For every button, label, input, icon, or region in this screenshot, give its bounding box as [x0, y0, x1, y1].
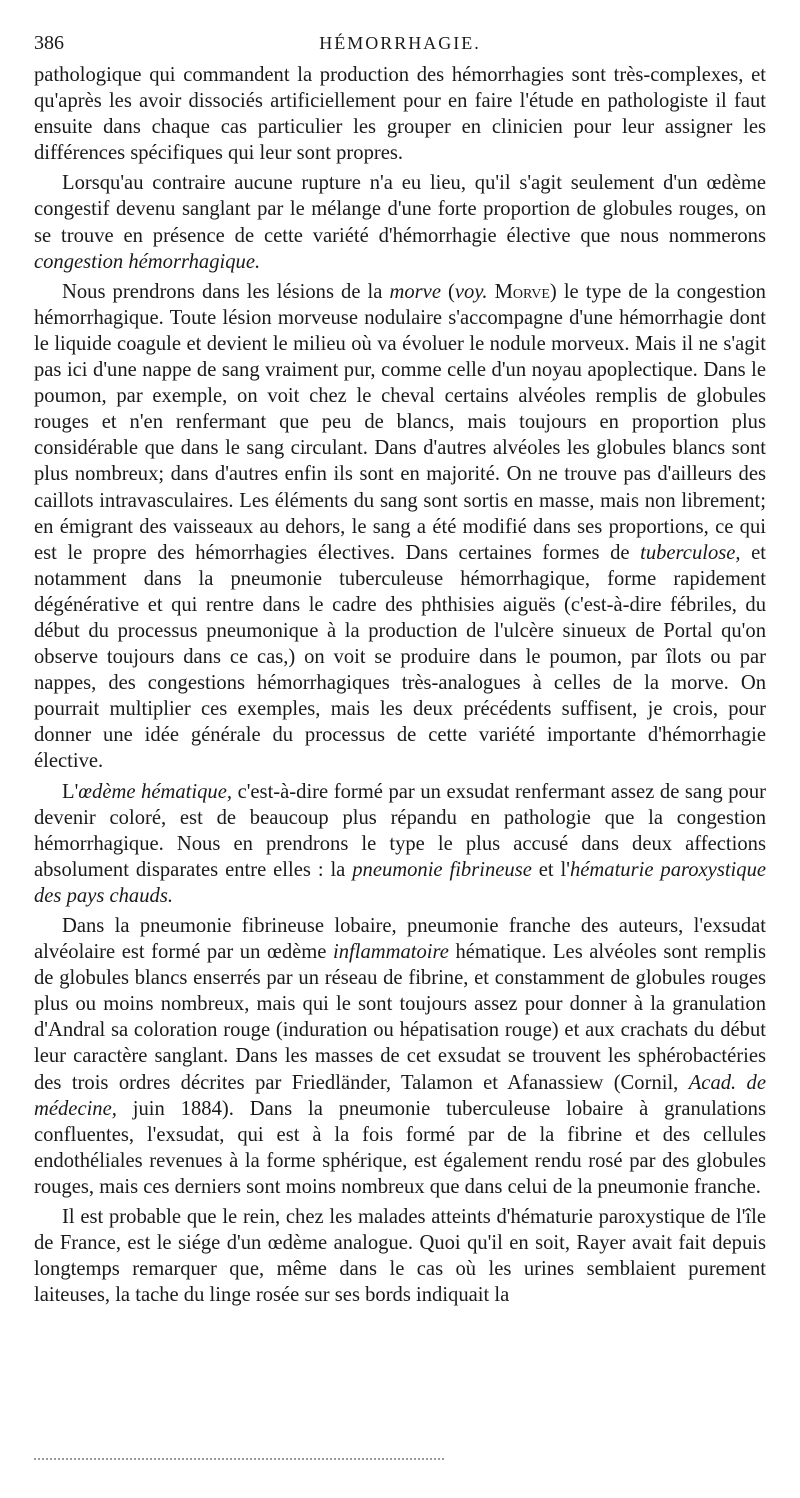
text-run: Lorsqu'au contraire aucune rupture n'a eu lieu, qu'il s'agit seulement d'un œdème congestif devenu sanglant par le mélange d'une forte proportion de globules rouges, on se trouve en présence de cette variété d'hémorrhagie élective que nous nommerons [34, 172, 766, 247]
text-run: et notamment dans la pneumonie tuberculeuse hémorrhagique, forme rapidement dégénérative et qui rentre dans le cadre des phthisies aiguës (c'est-à-dire fébriles, du début du processus pneumonique à la production de l'ulcère sinueux de Portal qu'on observe toujours dans ce cas,) on voit se produire dans le poumon, par îlots ou par nappes, des congestions hémorrhagiques très-analogues à celles de la morve. On pourrait multiplier ces exemples, mais les deux précédents suffisent, je crois, pour donner une idée générale du processus de cette variété importante d'hémorrhagie élective. [34, 541, 767, 773]
paragraph [34, 1204, 766, 1308]
text-run: Morve [494, 280, 550, 303]
text-run: L' [62, 780, 79, 803]
italic-text-run: inflammatoire [332, 941, 449, 964]
text-run: juin 1884). Dans la pneumonie tuberculeuse lobaire à granulations confluentes, l'exsudat, qui est à la fois formé par de la fibrine et des cellules endothéliales revenues à la forme sphérique, est également rendu rosé par des globules rouges, mais ces derniers sont moins nombreux que dans celui de la pneumonie franche. [34, 1097, 766, 1198]
paragraph [34, 913, 766, 1200]
italic-text-run: congestion hémorrhagique. [34, 250, 261, 273]
text-run: Nous prendrons dans les lésions de la [62, 280, 390, 303]
text-run: Il est probable que le rein, chez les malades atteints d'hématurie paroxystique de l'île de France, est le siége d'un œdème analogue. Quoi qu'il en soit, Rayer avait fait depuis longtemps remarquer que, même dans le cas où les urines semblaient purement laiteuses, la tache du linge rosée sur ses bords indiquait la [34, 1206, 766, 1307]
footer-rule [34, 1458, 444, 1460]
text-run [488, 281, 495, 303]
paragraph [34, 779, 766, 909]
paragraph [34, 62, 766, 166]
text-run: hématique. Les alvéoles sont remplis de globules blancs enserrés par un réseau de fibrine, et constamment de globules rouges plus ou moins nombreux, mais qui le sont toujours assez pour donner à la granulation d'Andral sa coloration rouge (induration ou hépatisation rouge) et aux crachats du début leur caractère sanglant. Dans les masses de cet exsudat se trouvent les sphérobactéries des trois ordres décrites par Friedländer, Talamon et Afanassiew (Cornil, [34, 941, 766, 1094]
italic-text-run: tuberculose, [640, 541, 741, 564]
text-run: ( [440, 280, 455, 303]
italic-text-run: Acad. de médecine, [34, 1071, 766, 1120]
text-run: pathologique qui commandent la production des hémorrhagies sont très-complexes, et qu'après les avoir dissociés artificiellement pour en faire l'étude en pathologiste il faut ensuite dans chaque cas particulier les grouper en clinicien pour leur assigner les différences spécifiques qui leur sont propres. [34, 64, 766, 165]
italic-text-run: hématurie paroxystique des pays chauds. [34, 858, 767, 907]
italic-text-run: morve [389, 280, 441, 303]
body-text [34, 62, 766, 1308]
text-run: et l' [531, 858, 570, 881]
page-header [34, 30, 766, 56]
text-run: c'est-à-dire formé par un exsudat renfermant assez de sang pour devenir coloré, est de beaucoup plus répandu en pathologie que la congestion hémorrhagique. Nous en prendrons le type le plus accusé dans deux affections absolument disparates entre elles : la [34, 780, 766, 881]
paragraph [34, 279, 766, 775]
text-run: ) le type de la congestion hémorrhagique. Toute lésion morveuse nodulaire s'accompagne d'une hémorrhagie dont le liquide coagule et devient le milieu où va évoluer le nodule morveux. Mais il ne s'agit pas ici d'une nappe de sang vraiment pur, comme celle d'un noyau apoplectique. Dans le poumon, par exemple, on voit chez le cheval certains alvéoles remplis de globules rouges et n'en renfermant que peu de blancs, mais toujours en proportion plus considérable que dans le sang circulant. Dans d'autres alvéoles les globules blancs sont plus nombreux; dans d'autres enfin ils sont en majorité. On ne trouve pas d'ailleurs des caillots intravasculaires. Les éléments du sang sont sortis en masse, mais non librement; en émigrant des vaisseaux au dehors, le sang a été modifié dans ses proportions, ce qui est le propre des hémorrhagies électives. Dans certaines formes de [34, 280, 766, 564]
italic-text-run: voy. [454, 280, 488, 303]
page-number: 386 [34, 32, 64, 54]
italic-text-run: pneumonie fibrineuse [352, 858, 532, 881]
paragraph [34, 170, 766, 274]
italic-text-run: œdème hématique, [78, 780, 232, 803]
running-title: HÉMORRHAGIE. [319, 33, 481, 53]
page [34, 30, 766, 1312]
text-run: Dans la pneumonie fibrineuse lobaire, pneumonie franche des auteurs, l'exsudat alvéolaire est formé par un œdème [34, 915, 766, 964]
